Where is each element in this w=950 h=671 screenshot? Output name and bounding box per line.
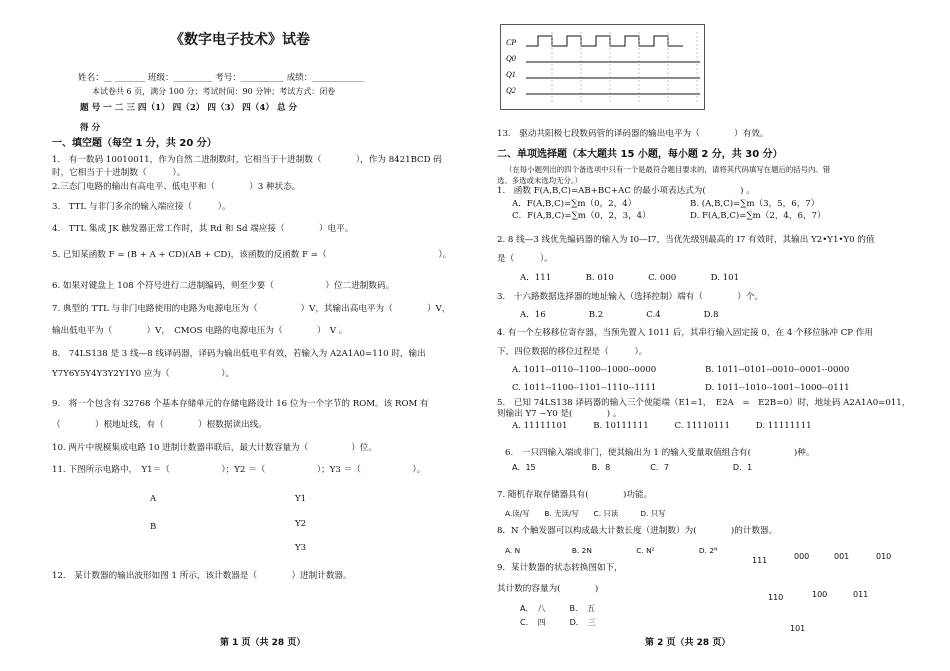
choice-2-line1: 2. 8 线—3 线优先编码器的输入为 I0—I7，当优先级别最高的 I7 有效时，其输出 Y2•Y1•Y0 的值 [497, 235, 875, 245]
choice-7: 7. 随机存取存储器具有( )功能。 [497, 490, 653, 500]
state-011: 011 [853, 590, 869, 599]
choice-1-option-c: C．F(A,B,C)=∑m（0，2，3，4） [512, 211, 651, 221]
page-1-footer: 第 1 页（共 28 页） [220, 638, 306, 648]
choice-2-line2: 是（ ）。 [497, 254, 553, 264]
wave-label-q1: Q1 [506, 70, 516, 79]
section-instruction-line2: 选、多选或未选均无分。） [497, 176, 582, 185]
score-table-header: 题 号 一 二 三 四（1） 四（2） 四（3） 四（4） 总 分 [80, 103, 298, 113]
question-1-line1: 1. 有一数码 10010011，作为自然二进制数时，它相当于十进制数（ ），作为 8421BCD 码 [52, 155, 442, 165]
choice-4-option-a: A. 1011--0110--1100--1000--0000 [512, 365, 657, 375]
waveform-frame [501, 25, 705, 110]
wave-cp-line [526, 36, 683, 46]
question-7-line2: 输出低电平为（ ）V， CMOS 电路的电源电压为（ ） V 。 [52, 326, 348, 336]
question-11: 11. 下图所示电路中， Y1＝（ ）；Y2 ＝（ ）；Y3 ＝（ ）。 [52, 465, 426, 475]
question-9-line2: （ ）根地址线，有（ ）根数据读出线。 [52, 420, 267, 430]
choice-2-options: A．111 B. 010 C. 000 D. 101 [520, 273, 740, 283]
choice-6-options: A．15 B．8 C．7 D．1 [512, 463, 753, 472]
choice-4-option-d: D. 1011--1010--1001--1000--0111 [705, 383, 850, 393]
state-111: 111 [752, 556, 768, 565]
choice-9-line2: 其计数的容量为( ) [497, 584, 599, 594]
choice-4-option-b: B. 1011--0101--0010--0001--0000 [705, 365, 850, 375]
student-info-line: 姓名：__ _______ 班级：_________ 考号：__________ 成绩：____________ [78, 73, 364, 83]
choice-6: 6. 一只四输入端或非门，使其输出为 1 的输入变量取值组合有( )种。 [505, 448, 815, 458]
choice-1-option-b: B. (A,B,C)=∑m（3，5，6，7） [690, 199, 820, 209]
choice-5-options: A. 11111101 B. 10111111 C. 11110111 D. 11111111 [512, 421, 812, 431]
question-12: 12. 某计数器的输出波形如图 1 所示，该计数器是（ ）进制计数器。 [52, 571, 352, 581]
wave-label-q2: Q2 [506, 86, 516, 95]
question-2: 2.三态门电路的输出有高电平、低电平和（ ）3 种状态。 [52, 182, 301, 192]
question-13: 13. 驱动共阳极七段数码管的译码器的输出电平为（ ）有效。 [497, 129, 769, 139]
choice-8: 8．N 个触发器可以构成最大计数长度（进制数）为( )的计数器。 [497, 526, 778, 536]
timing-waveform-diagram [500, 24, 705, 110]
question-10: 10. 两片中规模集成电路 10 进制计数器串联后，最大计数容量为（ ）位。 [52, 443, 377, 453]
state-110: 110 [768, 593, 784, 602]
question-1-line2: 时，它相当于十进制数（ ）。 [52, 168, 186, 178]
choice-9-options-ab: A． 八 B． 五 [520, 604, 595, 613]
page-title: 《数字电子技术》试卷 [170, 32, 310, 48]
choice-7-options: A.读/写 B. 无读/写 C. 只读 D. 只写 [505, 509, 666, 518]
choice-5-line2: 则输出 Y7 ~Y0 是( ) 。 [497, 409, 622, 419]
state-001: 001 [834, 552, 850, 561]
choice-4-line2: 下，四位数据的移位过程是（ ）。 [497, 347, 648, 357]
question-7-line1: 7. 典型的 TTL 与非门电路使用的电路为电源电压为（ ）V，其输出高电平为（ ）V， [52, 304, 451, 314]
state-100: 100 [812, 590, 828, 599]
choice-1: 1. 函数 F(A,B,C)=AB+BC+AC 的最小项表达式为( ) 。 [497, 186, 755, 196]
choice-8-options: A. N B. 2N C. N² D. 2ᴺ [505, 546, 718, 555]
circuit-output-y3: Y3 [295, 543, 307, 553]
section-fill-blank: 一、填空题（每空 1 分，共 20 分） [52, 138, 217, 149]
choice-9-line1: 9．某计数器的状态转换图如下， [497, 563, 623, 573]
exam-meta: 本试卷共 6 页，满分 100 分；考试时间：90 分钟；考试方式：闭卷 [92, 87, 336, 96]
circuit-output-y2: Y2 [295, 519, 307, 529]
circuit-output-y1: Y1 [295, 494, 307, 504]
section-instruction-line1: （在每小题列出的四个备选项中只有一个是最符合题目要求的，请将其代码填写在题后的括号内。错 [505, 165, 831, 174]
score-table-row: 得 分 [80, 123, 101, 133]
state-101: 101 [790, 624, 806, 633]
state-010: 010 [876, 552, 892, 561]
section-single-choice: 二、单项选择题（本大题共 15 小题，每小题 2 分，共 30 分） [497, 149, 783, 160]
question-5: 5. 已知某函数 F = (B + A + CD)(AB + CD)，该函数的反函数 F =（ ）。 [52, 250, 452, 260]
choice-9-options-cd: C． 四 D． 三 [520, 618, 596, 627]
choice-3-options: A．16 B.2 C.4 D.8 [520, 310, 719, 320]
wave-label-q0: Q0 [506, 54, 516, 63]
question-8-line2: Y7Y6Y5Y4Y3Y2Y1Y0 应为（ ）。 [52, 369, 235, 379]
question-3: 3. TTL 与非门多余的输入端应接（ ）。 [52, 202, 231, 212]
question-8-line1: 8. 74LS138 是 3 线—8 线译码器，译码为输出低电平有效，若输入为 A2A1A0=110 时，输出 [52, 349, 426, 359]
choice-5-line1: 5. 已知 74LS138 译码器的输入三个使能端（E1=1， E2A = E2B=0）时，地址码 A2A1A0=011， [497, 398, 911, 408]
choice-4-line1: 4. 有一个左移移位寄存器，当预先置入 1011 后，其串行输入固定接 0，在 4 个移位脉冲 CP 作用 [497, 328, 873, 338]
wave-label-cp: CP [506, 38, 517, 47]
question-6: 6. 如果对键盘上 108 个符号进行二进制编码，则至少要（ ）位二进制数码。 [52, 281, 395, 291]
choice-1-option-d: D. F(A,B,C)=∑m（2，4，6，7） [690, 211, 826, 221]
circuit-input-a: A [150, 494, 157, 504]
choice-3: 3. 十六路数据选择器的地址输入（选择控制）端有（ ）个。 [497, 292, 764, 302]
question-4: 4. TTL 集成 JK 触发器正常工作时，其 Rd 和 Sd 端应接（ ）电平。 [52, 224, 354, 234]
page-2-footer: 第 2 页（共 28 页） [645, 638, 731, 648]
choice-4-option-c: C. 1011--1100--1101--1110--1111 [512, 383, 657, 393]
state-000: 000 [794, 552, 810, 561]
question-9-line1: 9. 将一个包含有 32768 个基本存储单元的存储电路设计 16 位为一个字节的 ROM。该 ROM 有 [52, 399, 429, 409]
circuit-input-b: B [150, 522, 157, 532]
choice-1-option-a: A．F(A,B,C)=∑m（0，2，4） [512, 199, 637, 209]
